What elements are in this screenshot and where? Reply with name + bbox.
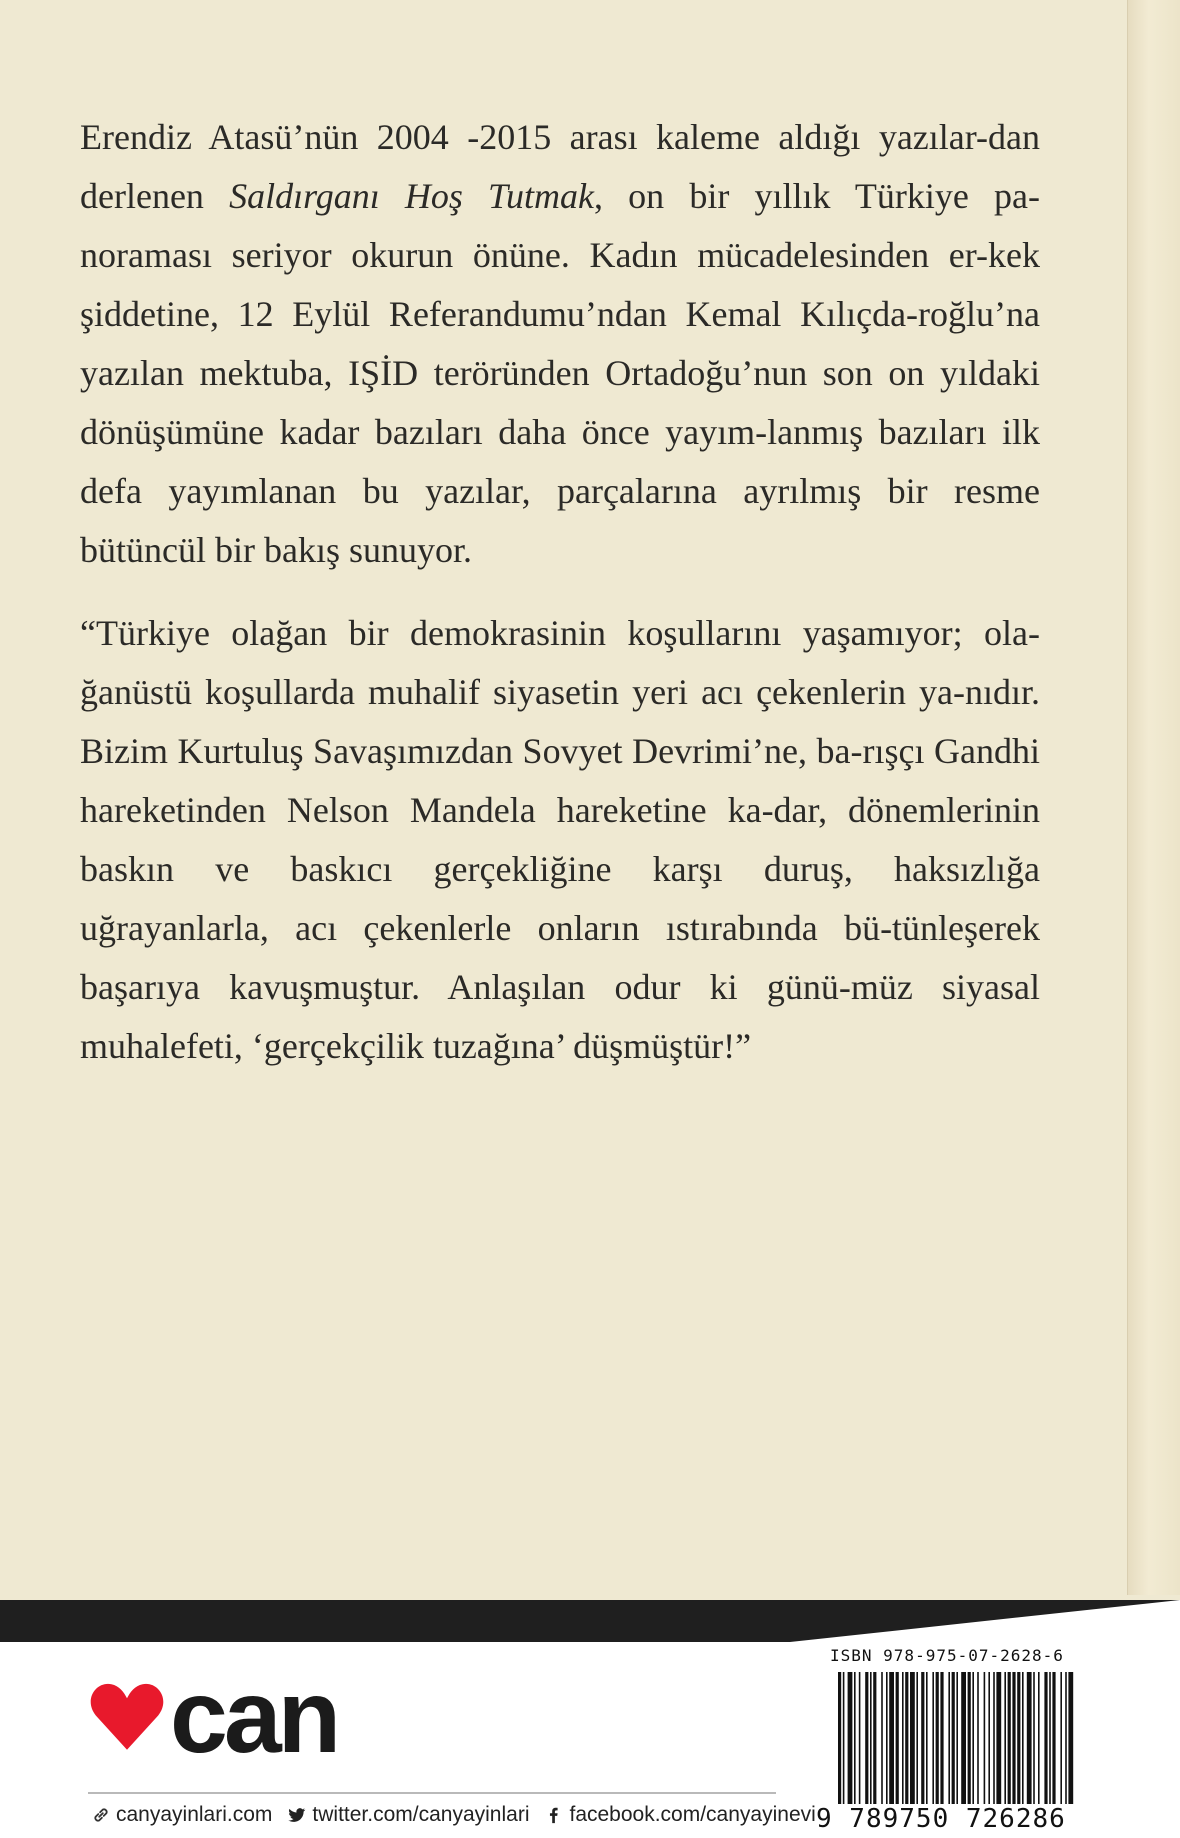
- website-link[interactable]: [92, 1803, 272, 1827]
- barcode-bar: [843, 1672, 845, 1804]
- book-description: [80, 108, 1040, 580]
- barcode-bar: [996, 1672, 1001, 1804]
- description-part-1: Erendiz Atasü’nün 2004 -2015 arası kaleme aldığı yazılar-dan derlenen: [80, 117, 1040, 216]
- footer-divider: [88, 1792, 776, 1794]
- barcode-bar: [838, 1672, 841, 1804]
- publisher-logo-text: can: [170, 1659, 338, 1775]
- barcode-bar: [940, 1672, 943, 1804]
- barcode-bar: [848, 1672, 853, 1804]
- publisher-links: [92, 1800, 816, 1830]
- barcode-bar: [870, 1672, 872, 1804]
- barcode-bar: [984, 1672, 986, 1804]
- barcode-bar: [1008, 1672, 1011, 1804]
- barcode-bar: [886, 1672, 888, 1804]
- barcode-bar: [1004, 1672, 1006, 1804]
- barcode-bar: [956, 1672, 958, 1804]
- barcode-bar: [926, 1672, 928, 1804]
- barcode-bar: [961, 1672, 966, 1804]
- barcode-bar: [1033, 1672, 1035, 1804]
- barcode-bar: [1065, 1672, 1067, 1804]
- barcode-bar: [910, 1672, 915, 1804]
- twitter-icon: [288, 1806, 306, 1824]
- barcode-bar: [936, 1672, 939, 1804]
- barcode-bar: [988, 1672, 990, 1804]
- barcode-bar: [889, 1672, 894, 1804]
- barcode-bar: [952, 1672, 955, 1804]
- barcode-bar: [1052, 1672, 1055, 1804]
- author-quote: “Türkiye olağan bir demokrasinin koşullarını yaşamıyor; ola-ğanüstü koşullarda muhalif siyasetin yeri acı çekenlerin ya-nıdır. Bizim Kurtuluş Savaşımızdan Sovyet Devrimi’ne, ba-rışçı Gandhi hareketinden Nelson Mandela hareketine ka-dar, dönemlerinin baskın ve baskıcı gerçekliğine karşı duruş, haksızlığa uğrayanlarla, acı çekenlerle onların ıstırabında bü-tünleşerek başarıya kavuşmuştur. Anlaşılan odur ki günü-müz siyasal muhalefeti, ‘gerçekçilik tuzağına’ düşmüştür!”: [80, 613, 1040, 1066]
- barcode-bar: [873, 1672, 876, 1804]
- barcode-bar: [1060, 1672, 1062, 1804]
- barcode-bar: [902, 1672, 904, 1804]
- barcode-bar: [977, 1672, 979, 1804]
- barcode-bar: [1049, 1672, 1051, 1804]
- barcode-bar: [921, 1672, 924, 1804]
- website-text: canyayinlari.com: [116, 1803, 273, 1826]
- barcode-bar: [881, 1672, 883, 1804]
- barcode-bar: [1038, 1672, 1040, 1804]
- barcode-bar: [854, 1672, 856, 1804]
- barcode-bar: [1022, 1672, 1024, 1804]
- facebook-text: facebook.com/canyayinevi: [569, 1803, 816, 1826]
- facebook-link[interactable]: [545, 1803, 815, 1827]
- barcode-bar: [993, 1672, 995, 1804]
- paper-edge: [1127, 0, 1180, 1595]
- barcode-bar: [1068, 1672, 1073, 1804]
- barcode-bar: [1044, 1672, 1047, 1804]
- description-part-2: , on bir yıllık Türkiye pa-noraması seriyor okurun önüne. Kadın mücadelesinden er-kek şiddetine, 12 Eylül Referandumu’ndan Kemal Kılıçda-roğlu’na yazılan mektuba, IŞİD teröründen Ortadoğu’nun son on yıldaki dönüşümüne kadar bazıları daha önce yayım-lanmış bazıları ilk defa yayımlanan bu yazılar, parçalarına ayrılmış bir resme bütüncül bir bakış sunuyor.: [80, 176, 1040, 570]
- barcode-bar: [972, 1672, 974, 1804]
- barcode-bar: [865, 1672, 868, 1804]
- barcode-bar: [932, 1672, 934, 1804]
- barcode-bar: [968, 1672, 971, 1804]
- barcode-bar: [896, 1672, 899, 1804]
- barcode: [836, 1672, 1076, 1804]
- twitter-link[interactable]: [288, 1803, 529, 1827]
- facebook-icon: [545, 1806, 563, 1824]
- link-icon: [92, 1806, 110, 1824]
- barcode-bar: [1017, 1672, 1020, 1804]
- barcode-bar: [905, 1672, 908, 1804]
- isbn-number: 9 789750 726286: [816, 1804, 1066, 1834]
- twitter-text: twitter.com/canyayinlari: [312, 1803, 530, 1826]
- heart-icon: [88, 1678, 166, 1756]
- book-title: Saldırganı Hoş Tutmak: [229, 176, 595, 216]
- publisher-logo: [88, 1659, 338, 1775]
- isbn-label: ISBN 978-975-07-2628-6: [830, 1646, 1064, 1665]
- barcode-bar: [1027, 1672, 1032, 1804]
- barcode-bar: [859, 1672, 861, 1804]
- barcode-bar: [948, 1672, 950, 1804]
- barcode-bar: [1012, 1672, 1015, 1804]
- barcode-bar: [916, 1672, 918, 1804]
